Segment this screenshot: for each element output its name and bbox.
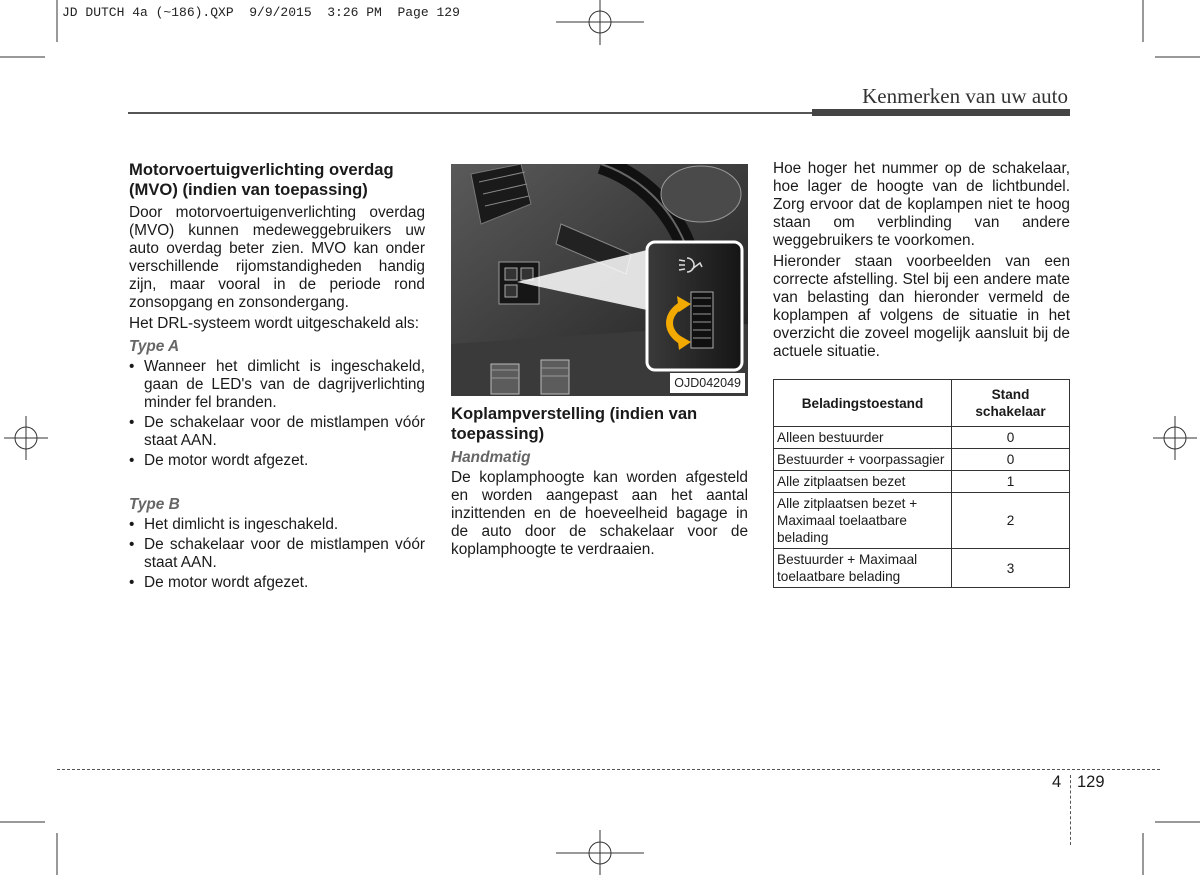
table-header-row <box>774 380 1070 427</box>
right-column <box>773 160 1070 588</box>
table-row <box>774 471 1070 493</box>
left-column <box>129 160 425 594</box>
chapter-number: 4 <box>1052 773 1062 791</box>
leveling-table <box>773 379 1070 588</box>
column-header-switch: Stand schakelaar <box>952 380 1070 427</box>
load-condition: Alle zitplaatsen bezet <box>774 471 952 493</box>
footer-divider <box>1070 775 1071 845</box>
beam-height-text: Hoe hoger het nummer op de schakelaar, hoe lager de hoogte van de lichtbundel. Zorg ervoor dat de koplampen niet te hoog staan om verblinding van andere weggebruikers te voorkomen. <box>773 160 1070 249</box>
footer-rule <box>57 769 1160 770</box>
image-code: OJD042049 <box>670 373 745 393</box>
drl-heading: Motorvoertuigverlichting overdag (MVO) (indien van toepassing) <box>129 160 394 199</box>
switch-position: 0 <box>952 427 1070 449</box>
switch-position: 1 <box>952 471 1070 493</box>
drl-off-intro: Het DRL-systeem wordt uitgeschakeld als: <box>129 315 419 332</box>
column-header-load: Beladingstoestand <box>774 380 952 427</box>
manual-label: Handmatig <box>451 449 531 466</box>
list-item: • De motor wordt afgezet. <box>129 452 425 470</box>
list-item: • De schakelaar voor de mistlampen vóór staat AAN. <box>129 536 425 572</box>
printer-slug: JD DUTCH 4a (~186).QXP 9/9/2015 3:26 PM Page 129 <box>62 5 460 20</box>
list-item: • Wanneer het dimlicht is ingeschakeld, gaan de LED's van de dagrijverlichting minder fel branden. <box>129 358 425 412</box>
load-condition: Alleen bestuurder <box>774 427 952 449</box>
load-condition: Bestuurder + Maximaal toelaatbare belading <box>774 549 952 588</box>
list-item: • De schakelaar voor de mistlampen vóór staat AAN. <box>129 414 425 450</box>
examples-text: Hieronder staan voorbeelden van een correcte afstelling. Stel bij een andere mate van belasting dan hieronder vermeld de koplampen af volgens de situatie in het overzicht die zoveel mogelijk aansluit bij de actuele situatie. <box>773 253 1070 360</box>
drl-intro: Door motorvoertuigenverlichting overdag (MVO) kunnen medeweggebruikers uw auto overdag beter zien. MVO kan onder verschillende rijomstandigheden handig zijn, maar vooral in de periode rond zonsopgang en zonsondergang. <box>129 204 425 311</box>
header-rule-bar <box>812 109 1070 116</box>
load-condition: Alle zitplaatsen bezet + Maximaal toelaatbare belading <box>774 493 952 549</box>
page-number: 129 <box>1077 773 1105 791</box>
type-a-list <box>129 358 425 470</box>
header-rule <box>128 112 812 114</box>
leveling-heading: Koplampverstelling (indien van toepassing) <box>451 404 698 443</box>
type-b-list <box>129 516 425 592</box>
load-condition: Bestuurder + voorpassagier <box>774 449 952 471</box>
list-item: • Het dimlicht is ingeschakeld. <box>129 516 425 534</box>
type-a-label: Type A <box>129 338 180 355</box>
list-item: • De motor wordt afgezet. <box>129 574 425 592</box>
switch-position: 3 <box>952 549 1070 588</box>
running-header: Kenmerken van uw auto <box>862 84 1068 108</box>
switch-position: 0 <box>952 449 1070 471</box>
middle-column <box>451 160 748 562</box>
table-row <box>774 493 1070 549</box>
headlamp-leveling-illustration <box>451 164 748 396</box>
table-row <box>774 427 1070 449</box>
table-row <box>774 449 1070 471</box>
dashboard-drawing <box>451 164 748 396</box>
leveling-text: De koplamphoogte kan worden afgesteld en worden aangepast aan het aantal inzittenden en de hoeveelheid bagage in de auto door de schakelaar voor de koplamphoogte te verdraaien. <box>451 469 748 558</box>
type-b-label: Type B <box>129 496 180 513</box>
switch-position: 2 <box>952 493 1070 549</box>
table-row <box>774 549 1070 588</box>
